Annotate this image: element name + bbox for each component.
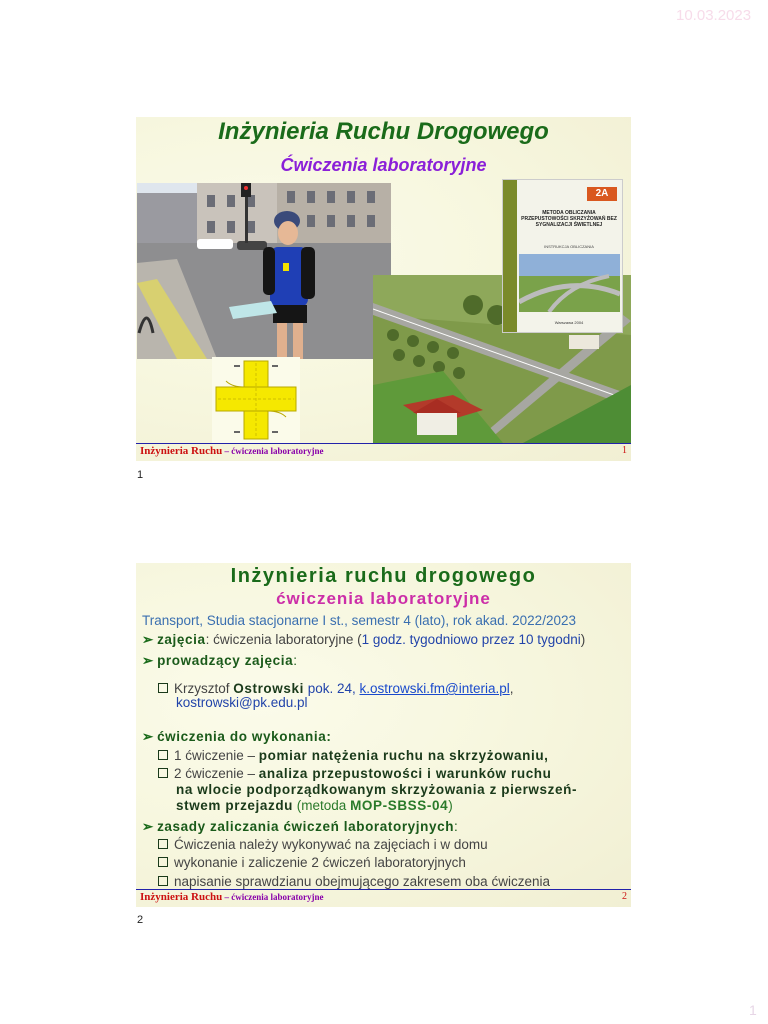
footer-title: Inżynieria Ruchu – ćwiczenia laboratoryjne: [140, 445, 324, 457]
footer-page-number: 1: [622, 445, 627, 456]
checkbox-bullet-icon: [158, 857, 168, 867]
book-logo: 2A: [587, 187, 617, 201]
lecturer-line: Krzysztof Ostrowski pok. 24, k.ostrowski.fm@interia.pl,: [158, 681, 514, 696]
arrow-bullet-icon: ➢: [142, 819, 154, 834]
page-date: 10.03.2023: [676, 7, 752, 24]
slide-2: [136, 563, 631, 907]
book-title: METODA OBLICZANIA PRZEPUSTOWOŚCI SKRZYŻOWAŃ BEZ SYGNALIZACJI ŚWIETLNEJ: [521, 210, 617, 228]
task-2-line-2: na wlocie podporządkowanym skrzyżowania z pierwszeń-: [176, 782, 578, 797]
checkbox-bullet-icon: [158, 750, 168, 760]
course-info: Transport, Studia stacjonarne I st., semestr 4 (lato), rok akad. 2022/2023: [142, 613, 576, 628]
book-year: Warszawa 2004: [554, 320, 584, 325]
slide-title: Inżynieria Ruchu Drogowego: [218, 118, 549, 145]
rules-heading: ➢ zasady zaliczania ćwiczeń laboratoryjnych:: [142, 819, 458, 834]
tasks-heading: ➢ ćwiczenia do wykonania:: [142, 729, 332, 744]
book-subtitle: INSTRUKCJA OBLICZANIA: [544, 244, 594, 249]
email-link-interia[interactable]: k.ostrowski.fm@interia.pl: [359, 681, 510, 696]
slide-footer: [136, 443, 631, 461]
slide-subtitle: Ćwiczenia laboratoryjne: [280, 155, 487, 175]
slide-label: 1: [137, 469, 144, 481]
arrow-bullet-icon: ➢: [142, 653, 154, 668]
task-2: 2 ćwiczenie – analiza przepustowości i warunków ruchu: [158, 766, 552, 781]
checkbox-bullet-icon: [158, 876, 168, 886]
task-1: 1 ćwiczenie – pomiar natężenia ruchu na skrzyżowaniu,: [158, 748, 549, 763]
arrow-bullet-icon: ➢: [142, 632, 154, 647]
checkbox-bullet-icon: [158, 683, 168, 693]
rule-item: Ćwiczenia należy wykonywać na zajęciach i w domu: [158, 837, 488, 852]
classes-line: ➢ zajęcia: ćwiczenia laboratoryjne (1 godz. tygodniowo przez 10 tygodni): [142, 632, 586, 647]
rule-item: wykonanie i zaliczenie 2 ćwiczeń laboratoryjnych: [158, 855, 466, 870]
lecturer-heading: ➢ prowadzący zajęcia:: [142, 653, 297, 668]
email-pk: kostrowski@pk.edu.pl: [176, 695, 308, 710]
book-cover-image: [502, 179, 623, 333]
slide-1: [136, 117, 631, 461]
street-survey-photo: [137, 183, 391, 359]
arrow-bullet-icon: ➢: [142, 729, 154, 744]
checkbox-bullet-icon: [158, 768, 168, 778]
footer-title: Inżynieria Ruchu – ćwiczenia laboratoryjne: [140, 891, 324, 903]
footer-page-number: 2: [622, 891, 627, 902]
slide-label: 2: [137, 914, 144, 926]
checkbox-bullet-icon: [158, 839, 168, 849]
intersection-diagram: [212, 357, 300, 443]
slide-footer: [136, 889, 631, 907]
rule-item: napisanie sprawdzianu obejmującego zakresem oba ćwiczenia: [158, 874, 550, 889]
page-number: 1: [749, 1002, 757, 1018]
slide-subtitle: ćwiczenia laboratoryjne: [276, 589, 491, 608]
task-2-line-3: stwem przejazdu (metoda MOP-SBSS-04): [176, 798, 453, 813]
slide-title: Inżynieria ruchu drogowego: [230, 565, 537, 587]
